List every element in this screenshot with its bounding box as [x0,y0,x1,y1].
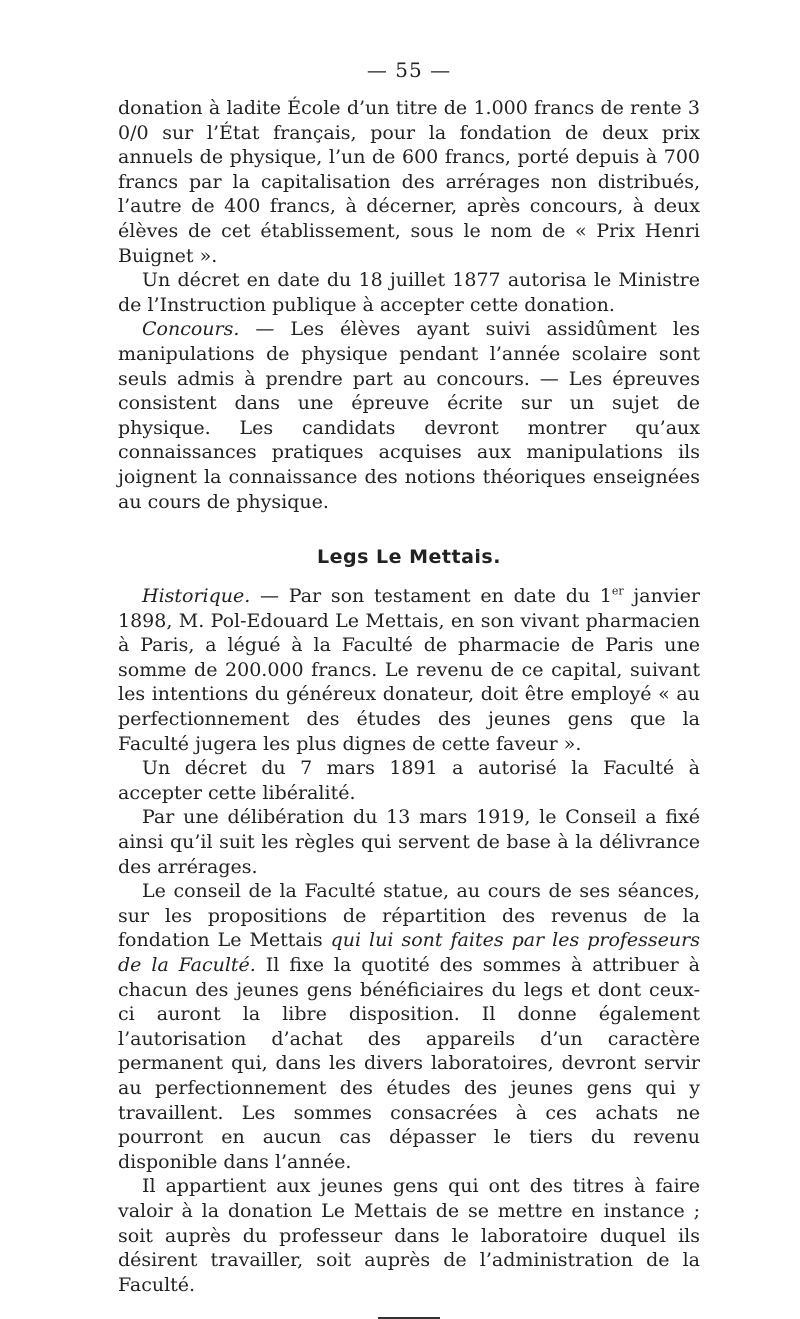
historique-superscript: er [611,584,624,598]
paragraph-concours [118,317,700,514]
document-page [118,58,700,1319]
paragraph-decret-1877: Un décret en date du 18 juillet 1877 autorisa le Ministre de l’Instruction publique à accepter cette donation. [118,269,700,316]
paragraph-deliberation-1919: Par une délibération du 13 mars 1919, le Conseil a fixé ainsi qu’il suit les règles qui servent de base à la délivrance des arrérages. [118,806,700,878]
paragraph-prix-buignet: donation à ladite École d’un titre de 1.000 francs de rente 3 0/0 sur l’État français, pour la fondation de deux prix annuels de physique, l’un de 600 francs, porté depuis à 700 francs par la capitalisation des arrérages non distribués, l’autre de 400 francs, à décerner, après concours, à deux élèves de cet établissement, sous le nom de « Prix Henri Buignet ». [118,97,700,267]
section-title-legs-le-mettais: Legs Le Mettais. [317,546,501,569]
conseil-text-a: Le conseil de la Faculté statue, au cours de ses séances, sur les propositions de répartition des revenus de la fondation Le Mettais [118,880,700,952]
paragraph-historique [118,584,700,756]
conseil-italic: qui lui sont faites par les professeurs de la Faculté. [118,929,700,976]
page-number: — 55 — [366,58,452,82]
historique-text-a: — Par son testament en date du 1 [250,585,612,608]
concours-text: — Les élèves ayant suivi assidûment les manipulations de physique pendant l’année scolaire sont seuls admis à prendre part au concours. — Les épreuves consistent dans une épreuve écrite sur un sujet de physique. Les candidats devront montrer qu’aux connaissances pratiques acquises aux manipulations ils joignent la connaissance des notions théoriques enseignées au cours de physique. [118,318,700,513]
historique-text-b: janvier 1898, M. Pol-Edouard Le Mettais, en son vivant pharmacien à Paris, a légué à la Faculté de pharmacie de Paris une somme de 200.000 francs. Le revenu de ce capital, suivant les intentions du généreux donateur, doit être employé « au perfectionnement des études des jeunes gens que la Faculté jugera les plus dignes de cette faveur ». [118,585,700,755]
paragraph-instance: Il appartient aux jeunes gens qui ont des titres à faire valoir à la donation Le Mettais de se mettre en instance ; soit auprès du professeur dans le laboratoire duquel ils désirent travailler, soit auprès de l’administration de la Faculté. [118,1175,700,1296]
concours-label: Concours. [142,318,240,341]
paragraph-decret-1891: Un décret du 7 mars 1891 a autorisé la Faculté à accepter cette libéralité. [118,757,700,804]
historique-label: Historique. [142,585,251,608]
paragraph-conseil-statue [118,879,700,1174]
conseil-text-b: Il fixe la quotité des sommes à attribuer à chacun des jeunes gens bénéficiaires du legs et dont ceux-ci auront la libre disposition. Il donne également l’autorisation d’achat des appareils d’un caractère permanent qui, dans les divers laboratoires, devront servir au perfectionnement des études des jeunes gens qui y travaillent. Les sommes consacrées à ces achats ne pourront en aucun cas dépasser le tiers du revenu disponible dans l’année. [118,954,700,1173]
